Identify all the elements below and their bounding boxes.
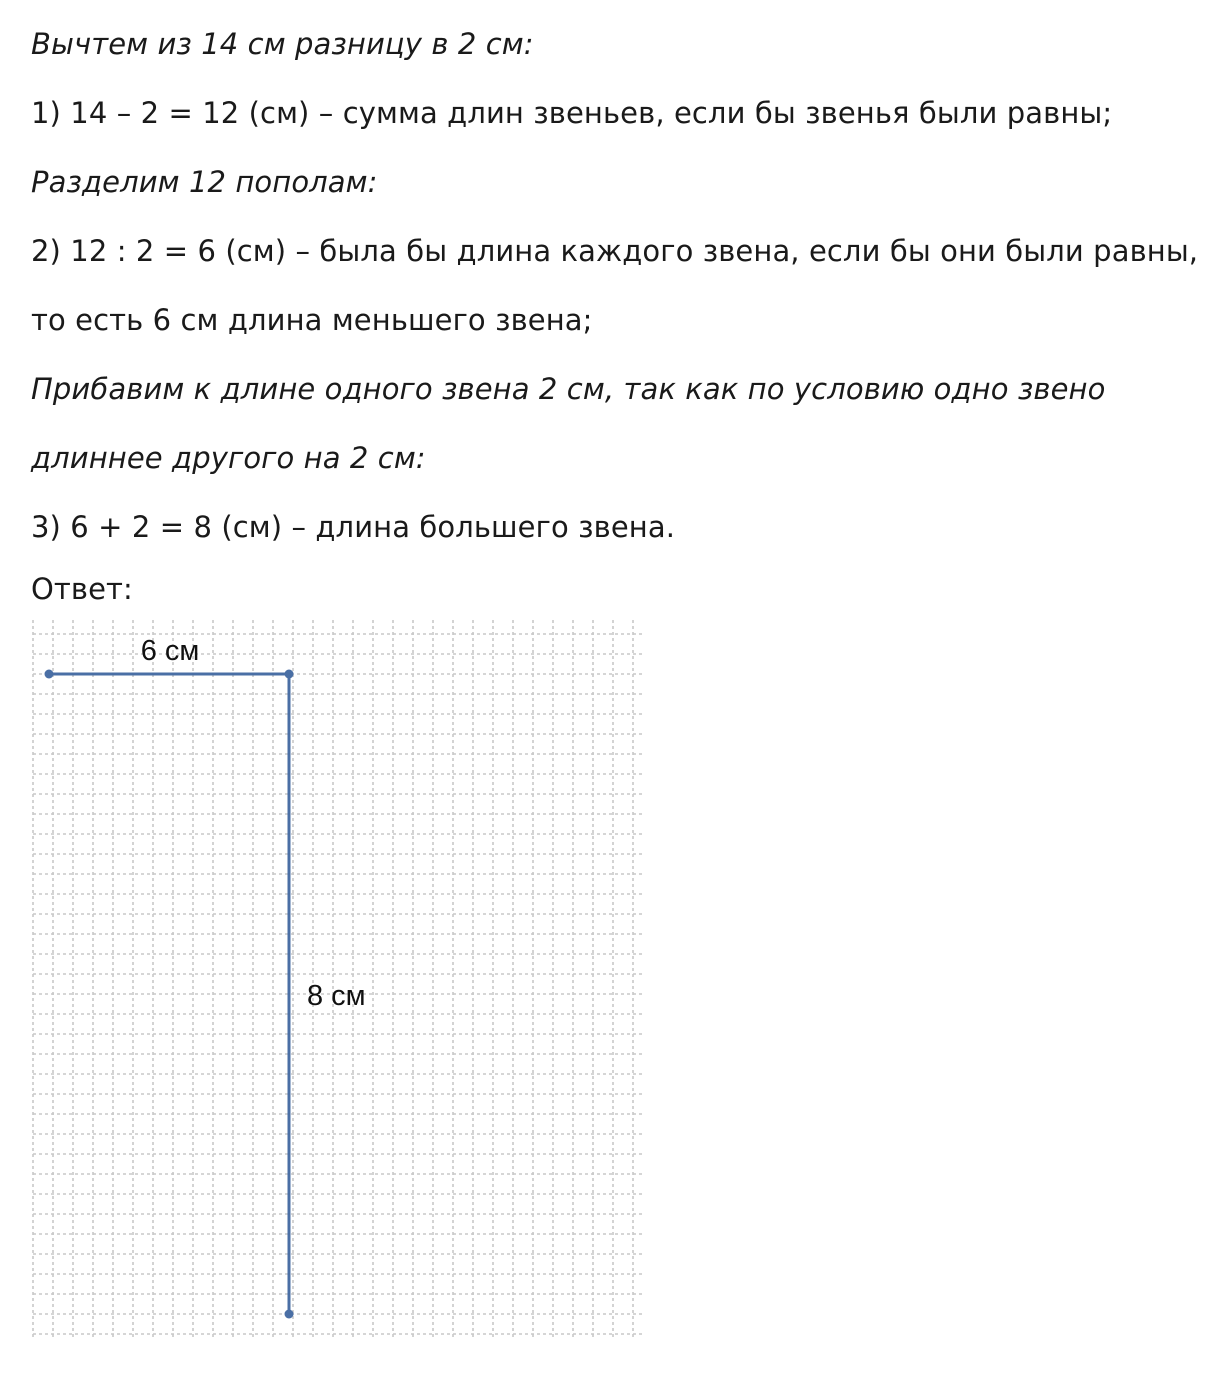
step-1: 1) 14 – 2 = 12 (см) – сумма длин звеньев, если бы звенья были равны; bbox=[31, 96, 1113, 130]
grid-figure bbox=[0, 610, 660, 1350]
answer-label: Ответ: bbox=[31, 572, 133, 606]
step-intro-3-line-2: длиннее другого на 2 см: bbox=[31, 441, 426, 475]
step-intro-2: Разделим 12 пополам: bbox=[31, 165, 378, 199]
vertical-length-label: 8 см bbox=[307, 980, 366, 1012]
step-2-line-1: 2) 12 : 2 = 6 (см) – была бы длина каждого звена, если бы они были равны, bbox=[31, 234, 1199, 268]
horizontal-length-label: 6 см bbox=[140, 635, 200, 667]
step-intro-3-line-1: Прибавим к длине одного звена 2 см, так как по условию одно звено bbox=[31, 372, 1106, 406]
step-3: 3) 6 + 2 = 8 (см) – длина большего звена. bbox=[31, 510, 676, 544]
segment-corner-point bbox=[285, 670, 294, 679]
segment-end-point bbox=[285, 1310, 294, 1319]
segment-start-point bbox=[45, 670, 54, 679]
step-2-line-2: то есть 6 см длина меньшего звена; bbox=[31, 303, 593, 337]
step-intro-1: Вычтем из 14 см разницу в 2 см: bbox=[31, 27, 534, 61]
